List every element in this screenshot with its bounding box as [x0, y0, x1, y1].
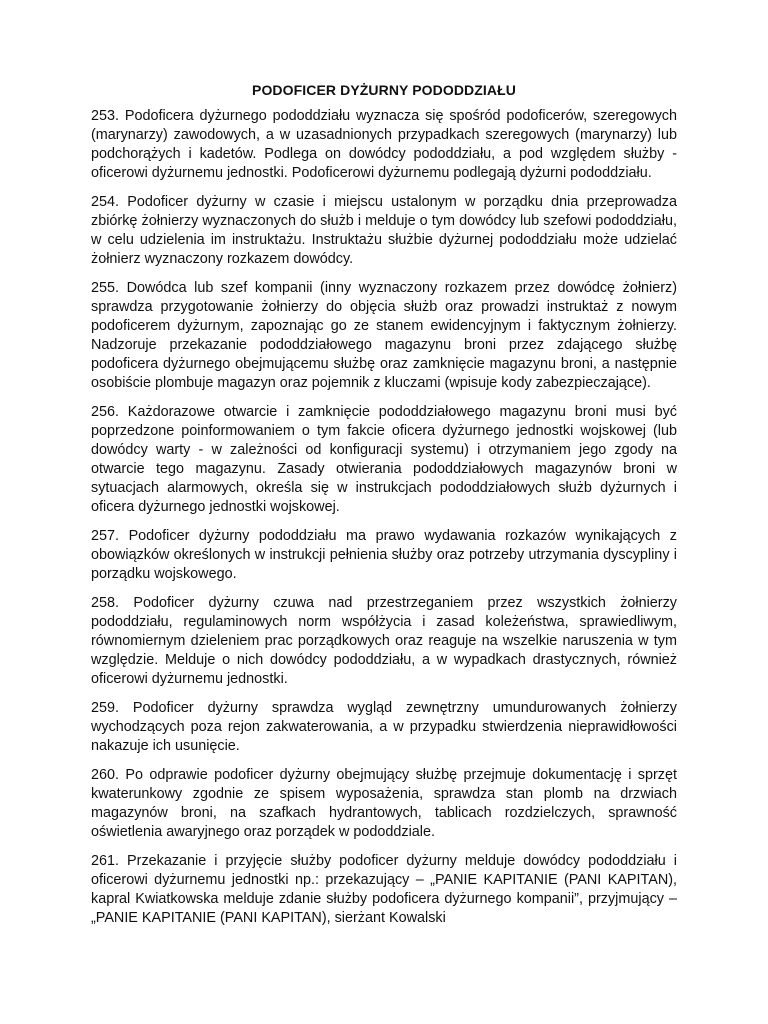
document-title: PODOFICER DYŻURNY PODODDZIAŁU — [252, 82, 516, 98]
paragraph-258: 258. Podoficer dyżurny czuwa nad przestrzeganiem przez wszystkich żołnierzy pododdziału, regulaminowych norm współżycia i zasad koleżeństwa, sprawiedliwym, równomiernym dzieleniem prac porządkowych oraz reaguje na wszelkie naruszenia w tym względzie. Melduje o nich dowódcy pododdziału, a w wypadkach drastycznych, również oficerowi dyżurnemu jednostki. — [91, 595, 677, 687]
paragraph-255: 255. Dowódca lub szef kompanii (inny wyznaczony rozkazem przez dowódcę żołnierz) sprawdza przygotowanie żołnierzy do objęcia służb oraz prowadzi instruktaż z nowym podoficerem dyżurnym, zapoznając go ze stanem ewidencyjnym i faktycznym żołnierzy. Nadzoruje przekazanie pododdziałowego magazynu broni przez zdającego służbę podoficera dyżurnego obejmującemu służbę oraz zamknięcie magazynu broni, a następnie osobiście plombuje magazyn oraz pojemnik z kluczami (wpisuje kody zabezpieczające). — [91, 280, 677, 391]
paragraph-260: 260. Po odprawie podoficer dyżurny obejmujący służbę przejmuje dokumentację i sprzęt kwaterunkowy zgodnie ze spisem wyposażenia, sprawdza stan plomb na drzwiach magazynów broni, na szafkach hydrantowych, tablicach rozdzielczych, sprawność oświetlenia awaryjnego oraz porządek w pododdziale. — [91, 767, 677, 840]
paragraph-261: 261. Przekazanie i przyjęcie służby podoficer dyżurny melduje dowódcy pododdziału i oficerowi dyżurnemu jednostki np.: przekazujący – „PANIE KAPITANIE (PANI KAPITAN), kapral Kwiatkowska melduje zdanie służby podoficera dyżurnego kompanii”, przyjmujący – „PANIE KAPITANIE (PANI KAPITAN), sierżant Kowalski — [91, 853, 677, 926]
paragraph-256: 256. Każdorazowe otwarcie i zamknięcie pododdziałowego magazynu broni musi być poprzedzone poinformowaniem o tym fakcie oficera dyżurnego jednostki wojskowej (lub dowódcy warty - w zależności od konfiguracji systemu) i otrzymaniem jego zgody na otwarcie tego magazynu. Zasady otwierania pododdziałowych magazynów broni w sytuacjach alarmowych, określa się w instrukcjach pododdziałowych służb dyżurnych i oficera dyżurnego jednostki wojskowej. — [91, 404, 677, 515]
paragraph-257: 257. Podoficer dyżurny pododdziału ma prawo wydawania rozkazów wynikających z obowiązków określonych w instrukcji pełnienia służby oraz potrzeby utrzymania dyscypliny i porządku wojskowego. — [91, 528, 677, 582]
paragraph-254: 254. Podoficer dyżurny w czasie i miejscu ustalonym w porządku dnia przeprowadza zbiórkę żołnierzy wyznaczonych do służb i melduje o tym dowódcy lub szefowi pododdziału, w celu udzielenia im instruktażu. Instruktażu służbie dyżurnej pododdziału może udzielać żołnierz wyznaczony rozkazem dowódcy. — [91, 194, 677, 267]
paragraph-253: 253. Podoficera dyżurnego pododdziału wyznacza się spośród podoficerów, szeregowych (marynarzy) zawodowych, a w uzasadnionych przypadkach szeregowych (marynarzy) lub podchorążych i kadetów. Podlega on dowódcy pododdziału, a pod względem służby - oficerowi dyżurnemu jednostki. Podoficerowi dyżurnemu podlegają dyżurni pododdziału. — [91, 108, 677, 181]
paragraph-259: 259. Podoficer dyżurny sprawdza wygląd zewnętrzny umundurowanych żołnierzy wychodzących poza rejon zakwaterowania, a w przypadku stwierdzenia nieprawidłowości nakazuje ich usunięcie. — [91, 700, 677, 754]
